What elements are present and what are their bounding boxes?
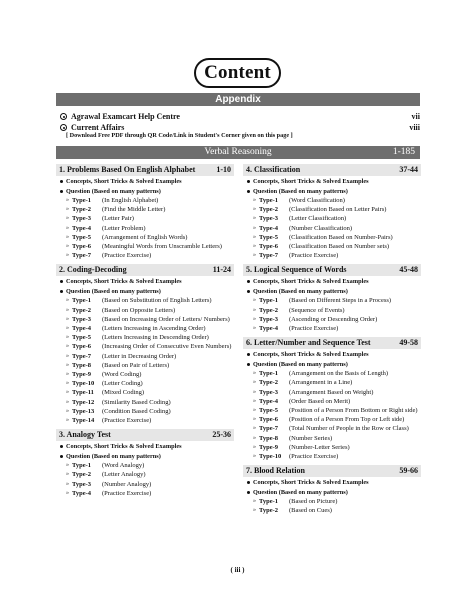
- type-item: [56, 398, 234, 407]
- type-label: » Type-8: [72, 361, 92, 369]
- type-label: » Type-3: [72, 480, 92, 488]
- type-item: [243, 296, 421, 305]
- chapter-section: [56, 164, 234, 260]
- chapter-bullet: Concepts, Short Tricks & Solved Examples: [243, 277, 421, 286]
- type-description: (Mixed Coding): [102, 389, 145, 397]
- type-item: [243, 443, 421, 452]
- type-label: » Type-6: [259, 416, 279, 424]
- chapter-section: [243, 337, 421, 461]
- type-item: [56, 224, 234, 233]
- type-item: [56, 296, 234, 305]
- type-item: [56, 214, 234, 223]
- target-bullet-icon: [60, 113, 67, 120]
- type-item: [56, 361, 234, 370]
- chapter-pages: 11-24: [212, 265, 231, 275]
- target-bullet-icon: [60, 124, 67, 131]
- type-item: [243, 424, 421, 433]
- type-description: (Classification Based on Number-Pairs): [289, 233, 393, 241]
- type-item: [56, 315, 234, 324]
- type-label: » Type-3: [259, 215, 279, 223]
- type-label: » Type-11: [72, 389, 94, 397]
- chapter-section: [56, 264, 234, 425]
- chapter-title: 2. Coding-Decoding: [59, 265, 127, 275]
- type-description: (Letter Classification): [289, 215, 347, 223]
- type-description: (Increasing Order of Consecutive Even Numbers): [102, 343, 232, 351]
- type-description: (Meaningful Words from Unscramble Letters): [102, 243, 222, 251]
- type-item: [243, 306, 421, 315]
- chapter-pages: 25-36: [212, 430, 231, 440]
- chapter-bullet: Question (Based on many patterns): [243, 287, 421, 296]
- chapter-bullet: Question (Based on many patterns): [243, 488, 421, 497]
- chapter-heading[interactable]: [243, 264, 421, 276]
- chapter-section: [243, 264, 421, 333]
- chapter-title: 6. Letter/Number and Sequence Test: [246, 338, 371, 348]
- type-description: (Letter Pair): [102, 215, 134, 223]
- type-item: [243, 369, 421, 378]
- type-description: (Word Analogy): [102, 462, 145, 470]
- type-description: (Practice Exercise): [289, 252, 339, 260]
- type-label: » Type-2: [259, 206, 279, 214]
- type-label: » Type-5: [72, 233, 92, 241]
- type-item: [243, 397, 421, 406]
- chapter-bullet: Question (Based on many patterns): [243, 187, 421, 196]
- type-label: » Type-2: [72, 471, 92, 479]
- type-label: » Type-5: [72, 334, 92, 342]
- type-label: » Type-10: [72, 380, 95, 388]
- type-item: [243, 224, 421, 233]
- chapter-section: [243, 465, 421, 515]
- type-item: [56, 370, 234, 379]
- type-label: » Type-10: [259, 453, 282, 461]
- type-label: » Type-4: [72, 325, 92, 333]
- type-description: (Position of a Person From Bottom or Right side): [289, 407, 418, 415]
- type-description: (Letter Coding): [102, 380, 143, 388]
- type-label: » Type-8: [259, 434, 279, 442]
- type-item: [243, 434, 421, 443]
- type-item: [56, 342, 234, 351]
- chapter-title: 7. Blood Relation: [246, 466, 305, 476]
- type-item: [243, 315, 421, 324]
- type-item: [56, 333, 234, 342]
- type-item: [243, 233, 421, 242]
- page-title: Content: [194, 58, 281, 88]
- type-description: (Similarity Based Coding): [102, 398, 171, 406]
- left-column: [56, 164, 234, 502]
- type-description: (Based on Picture): [289, 498, 338, 506]
- type-label: » Type-4: [259, 224, 279, 232]
- type-description: (Arrangement in a Line): [289, 379, 353, 387]
- type-label: » Type-9: [72, 371, 92, 379]
- chapter-title: 5. Logical Sequence of Words: [246, 265, 347, 275]
- type-description: (Word Coding): [102, 371, 142, 379]
- type-item: [56, 324, 234, 333]
- chapter-bullet: Question (Based on many patterns): [56, 452, 234, 461]
- type-description: (Based on Cues): [289, 507, 332, 515]
- type-description: (Letter Analogy): [102, 471, 146, 479]
- chapter-bullet: Question (Based on many patterns): [243, 360, 421, 369]
- type-description: (Number-Letter Series): [289, 443, 350, 451]
- type-description: (Practice Exercise): [289, 453, 339, 461]
- type-label: » Type-4: [72, 224, 92, 232]
- type-description: (Number Classification): [289, 224, 352, 232]
- type-description: (Arrangement Based on Weight): [289, 388, 374, 396]
- verbal-reasoning-title: Verbal Reasoning: [204, 147, 272, 157]
- type-label: » Type-1: [72, 462, 92, 470]
- type-item: [243, 415, 421, 424]
- chapter-title: 1. Problems Based On English Alphabet: [59, 165, 196, 174]
- type-description: (Condition Based Coding): [102, 407, 171, 415]
- chapter-bullet: Question (Based on many patterns): [56, 187, 234, 196]
- chapter-pages: 45-48: [399, 265, 418, 275]
- type-label: » Type-9: [259, 443, 279, 451]
- appendix-item-label: Agrawal Examcart Help Centre: [71, 112, 180, 121]
- type-label: » Type-13: [72, 407, 95, 415]
- type-label: » Type-1: [259, 197, 279, 204]
- type-item: [243, 214, 421, 223]
- type-label: » Type-2: [259, 507, 279, 515]
- type-item: [243, 506, 421, 515]
- type-item: [56, 306, 234, 315]
- type-label: » Type-4: [72, 489, 92, 497]
- type-label: » Type-7: [259, 425, 279, 433]
- type-description: (Based on Substitution of English Letters): [102, 297, 212, 305]
- type-item: [56, 480, 234, 489]
- type-label: » Type-7: [259, 252, 279, 260]
- chapter-heading[interactable]: [243, 465, 421, 477]
- type-description: (Based on Increasing Order of Letters/ Numbers): [102, 315, 230, 323]
- type-label: » Type-2: [259, 379, 279, 387]
- verbal-reasoning-pages: 1-185: [392, 147, 415, 157]
- type-description: (Number Analogy): [102, 480, 152, 488]
- chapter-pages: 49-58: [399, 338, 418, 348]
- type-label: » Type-14: [72, 417, 95, 425]
- type-description: (Classification Based on Letter Pairs): [289, 206, 387, 214]
- type-item: [56, 489, 234, 498]
- type-item: [243, 205, 421, 214]
- type-description: (Arrangement on the Basis of Length): [289, 370, 389, 378]
- type-label: » Type-7: [72, 252, 92, 260]
- chapter-bullet: Concepts, Short Tricks & Solved Examples: [243, 177, 421, 186]
- type-description: (Letters Increasing in Ascending Order): [102, 325, 206, 333]
- type-item: [243, 324, 421, 333]
- type-item: [56, 461, 234, 470]
- type-item: [243, 378, 421, 387]
- type-item: [56, 379, 234, 388]
- chapter-pages: 59-66: [399, 466, 418, 476]
- type-description: (Based on Opposite Letters): [102, 306, 176, 314]
- type-label: » Type-2: [72, 306, 92, 314]
- type-description: (Letters Increasing in Descending Order): [102, 334, 209, 342]
- appendix-header: Appendix: [56, 93, 420, 106]
- type-description: (Practice Exercise): [102, 417, 152, 425]
- type-item: [56, 388, 234, 397]
- appendix-item-page: vii: [411, 112, 420, 121]
- type-label: » Type-1: [259, 498, 279, 506]
- type-label: » Type-3: [259, 315, 279, 323]
- type-item: [243, 251, 421, 260]
- chapter-bullet: Concepts, Short Tricks & Solved Examples: [243, 478, 421, 487]
- chapter-heading[interactable]: [56, 429, 234, 441]
- type-description: (Find the Middle Letter): [102, 206, 166, 214]
- type-item: [243, 497, 421, 506]
- type-item: [56, 196, 234, 205]
- type-description: (Letter Problem): [102, 224, 146, 232]
- type-item: [56, 352, 234, 361]
- type-item: [243, 452, 421, 461]
- appendix-note: [ Download Free PDF through QR Code/Link in Student's Corner given on this page ]: [66, 132, 293, 139]
- type-description: (Practice Exercise): [102, 489, 152, 497]
- appendix-item-label: Current Affairs: [71, 123, 125, 132]
- type-label: » Type-1: [259, 370, 279, 378]
- chapter-pages: 1-10: [216, 165, 231, 174]
- type-label: » Type-12: [72, 398, 95, 406]
- type-item: [56, 233, 234, 242]
- type-label: » Type-1: [72, 197, 92, 204]
- type-description: (Practice Exercise): [102, 252, 152, 260]
- type-label: » Type-4: [259, 325, 279, 333]
- type-item: [56, 407, 234, 416]
- chapter-bullet: Question (Based on many patterns): [56, 287, 234, 296]
- chapter-bullet: Concepts, Short Tricks & Solved Examples: [56, 277, 234, 286]
- type-description: (Word Classification): [289, 197, 345, 204]
- chapter-pages: 37-44: [399, 165, 418, 174]
- type-description: (Ascending or Descending Order): [289, 315, 378, 323]
- type-item: [56, 251, 234, 260]
- chapter-title: 3. Analogy Test: [59, 430, 111, 440]
- type-description: (Position of a Person From Top or Left side): [289, 416, 405, 424]
- chapter-section: [243, 164, 421, 260]
- type-label: » Type-2: [72, 206, 92, 214]
- type-label: » Type-2: [259, 306, 279, 314]
- type-description: (Order Based on Merit): [289, 397, 351, 405]
- chapter-bullet: Concepts, Short Tricks & Solved Examples: [56, 442, 234, 451]
- chapter-section: [56, 429, 234, 498]
- type-label: » Type-6: [72, 243, 92, 251]
- type-description: (Number Series): [289, 434, 333, 442]
- type-label: » Type-5: [259, 233, 279, 241]
- type-label: » Type-7: [72, 352, 92, 360]
- type-item: [56, 416, 234, 425]
- page-title-wrap: [0, 58, 475, 88]
- right-column: [243, 164, 421, 520]
- type-description: (Based on Different Steps in a Process): [289, 297, 392, 305]
- verbal-reasoning-header: [56, 146, 420, 159]
- chapter-title: 4. Classification: [246, 165, 301, 174]
- type-label: » Type-1: [72, 297, 92, 305]
- type-item: [243, 388, 421, 397]
- chapter-heading[interactable]: [243, 337, 421, 349]
- appendix-item-page: viii: [409, 123, 420, 132]
- type-description: (Arrangement of English Words): [102, 233, 188, 241]
- type-label: » Type-4: [259, 397, 279, 405]
- chapter-bullet: Concepts, Short Tricks & Solved Examples: [243, 350, 421, 359]
- type-description: (Letter in Decreasing Order): [102, 352, 177, 360]
- chapter-bullet: Concepts, Short Tricks & Solved Examples: [56, 177, 234, 186]
- type-item: [243, 406, 421, 415]
- type-label: » Type-3: [72, 315, 92, 323]
- type-description: (Total Number of People in the Row or Class): [289, 425, 409, 433]
- type-label: » Type-3: [259, 388, 279, 396]
- type-label: » Type-6: [72, 343, 92, 351]
- type-description: (Based on Pair of Letters): [102, 361, 170, 369]
- type-description: (Sequence of Events): [289, 306, 345, 314]
- appendix-item-help-centre[interactable]: [60, 111, 420, 122]
- type-item: [56, 242, 234, 251]
- type-description: (Practice Exercise): [289, 325, 339, 333]
- page-number: ( iii ): [230, 566, 245, 574]
- type-item: [56, 470, 234, 479]
- type-label: » Type-1: [259, 297, 279, 305]
- type-label: » Type-6: [259, 243, 279, 251]
- chapter-heading[interactable]: [56, 164, 234, 176]
- chapter-heading[interactable]: [243, 164, 421, 176]
- type-item: [243, 242, 421, 251]
- type-item: [56, 205, 234, 214]
- type-description: (Classification Based on Number sets): [289, 243, 390, 251]
- type-item: [243, 196, 421, 205]
- type-description: (In English Alphabet): [102, 197, 159, 204]
- type-label: » Type-3: [72, 215, 92, 223]
- type-label: » Type-5: [259, 407, 279, 415]
- chapter-heading[interactable]: [56, 264, 234, 276]
